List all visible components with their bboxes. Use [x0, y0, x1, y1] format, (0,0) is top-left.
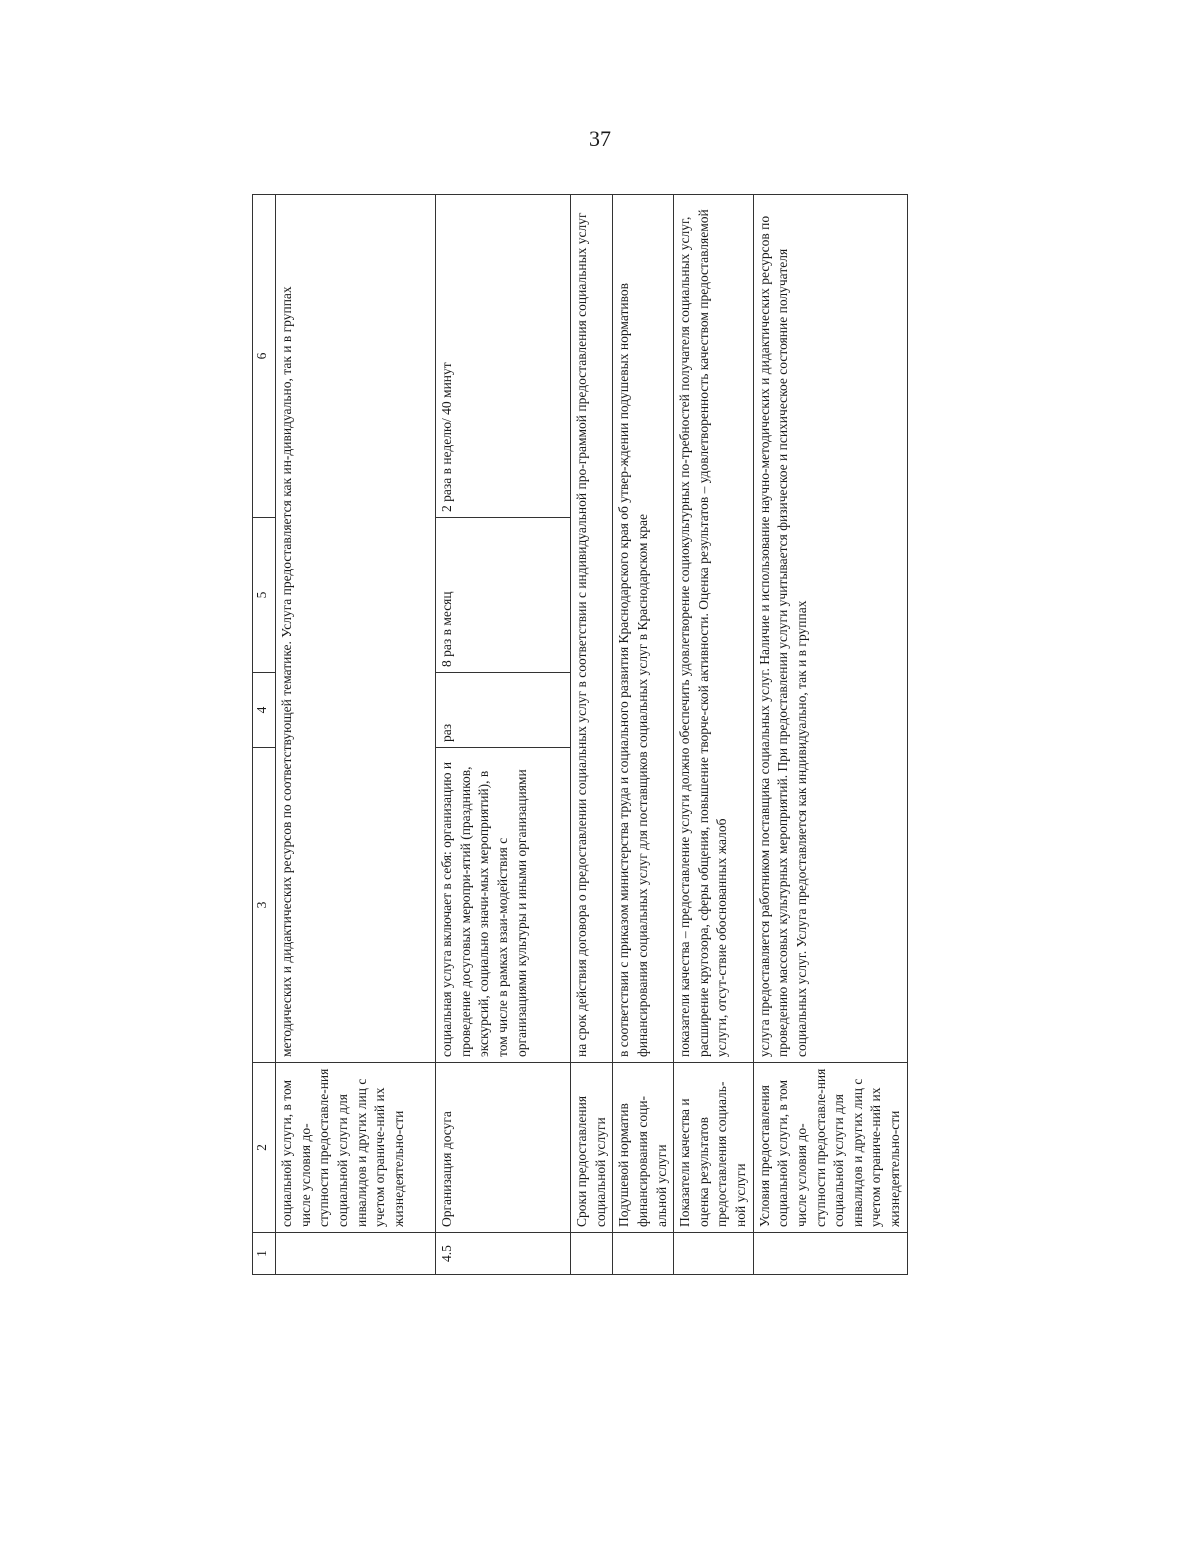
page-number: 37	[589, 126, 611, 151]
table-row	[276, 195, 436, 1275]
row-number-cell	[276, 1233, 436, 1275]
header-cell: 3	[253, 748, 276, 1063]
frequency-cell: 8 раз в месяц	[436, 518, 571, 673]
header-cell: 4	[253, 673, 276, 748]
table-row	[674, 195, 754, 1275]
description-cell: в соответствии с приказом министерства труда и социального развития Краснодарского края об утвер-ждении подушевых нормативов финансирования социальных услуг для поставщиков социальных услуг в Краснодарском крае	[613, 195, 674, 1063]
frequency-duration-cell: 2 раза в неделю/ 40 минут	[436, 195, 571, 518]
row-number-cell	[674, 1233, 754, 1275]
table-row	[436, 195, 571, 1275]
header-cell: 6	[253, 195, 276, 518]
parameter-cell: Организация досуга	[436, 1063, 571, 1233]
header-cell: 1	[253, 1233, 276, 1275]
description-cell: показатели качества – предоставление услуги должно обеспечить удовлетворение социокультурных по-требностей получателя социальных услуг, расширение кругозора, сферы общения, повышение творче-ской активности. Оценка результатов – удовлетворенность качеством предоставляемой услуги, отсут-ствие обоснованных жалоб	[674, 195, 754, 1063]
parameter-cell: Сроки предоставления социальной услуги	[571, 1063, 613, 1233]
row-number-cell	[753, 1233, 907, 1275]
row-number-cell	[613, 1233, 674, 1275]
unit-cell: раз	[436, 673, 571, 748]
table-row	[753, 195, 907, 1275]
parameter-cell: Условия предоставления социальной услуги, в том числе условия до-ступности предоставле-ния социальной услуги для инвалидов и других лиц с учетом ограниче-ний их жизнедеятельно-сти	[753, 1063, 907, 1233]
description-cell: методических и дидактических ресурсов по соответствующей тематике. Услуга предоставляется как ин-дивидуально, так и в группах	[276, 195, 436, 1063]
description-cell: услуга предоставляется работником поставщика социальных услуг. Наличие и использование научно-методических и дидактических ресурсов по проведению массовых культурных мероприятий. При предоставлении услуги учитывается физическое и психическое состояние получателя социальных услуг. Услуга предоставляется как индивидуально, так и в группах	[753, 195, 907, 1063]
parameter-cell: Показатели качества и оценка результатов предоставления социаль-ной услуги	[674, 1063, 754, 1233]
services-table	[252, 194, 908, 1275]
rotated-table-container	[252, 195, 1004, 1275]
row-number-cell: 4.5	[436, 1233, 571, 1275]
description-cell: социальная услуга включает в себя: организацию и проведение досуговых меропри-ятий (праздников, экскурсий, социально значи-мых мероприятий), в том числе в рамках взаи-модействия с организациями культуры и иными организациями	[436, 748, 571, 1063]
table-row	[571, 195, 613, 1275]
description-cell: на срок действия договора о предоставлении социальных услуг в соответствии с индивидуальной про-граммой предоставления социальных услуг	[571, 195, 613, 1063]
parameter-cell: Подушевой норматив финансирования соци-альной услуги	[613, 1063, 674, 1233]
header-cell: 5	[253, 518, 276, 673]
parameter-cell: социальной услуги, в том числе условия до-ступности предоставле-ния социальной услуги для инвалидов и других лиц с учетом ограниче-ний их жизнедеятельно-сти	[276, 1063, 436, 1233]
row-number-cell	[571, 1233, 613, 1275]
table-row	[613, 195, 674, 1275]
header-cell: 2	[253, 1063, 276, 1233]
table-header-row	[253, 195, 276, 1275]
